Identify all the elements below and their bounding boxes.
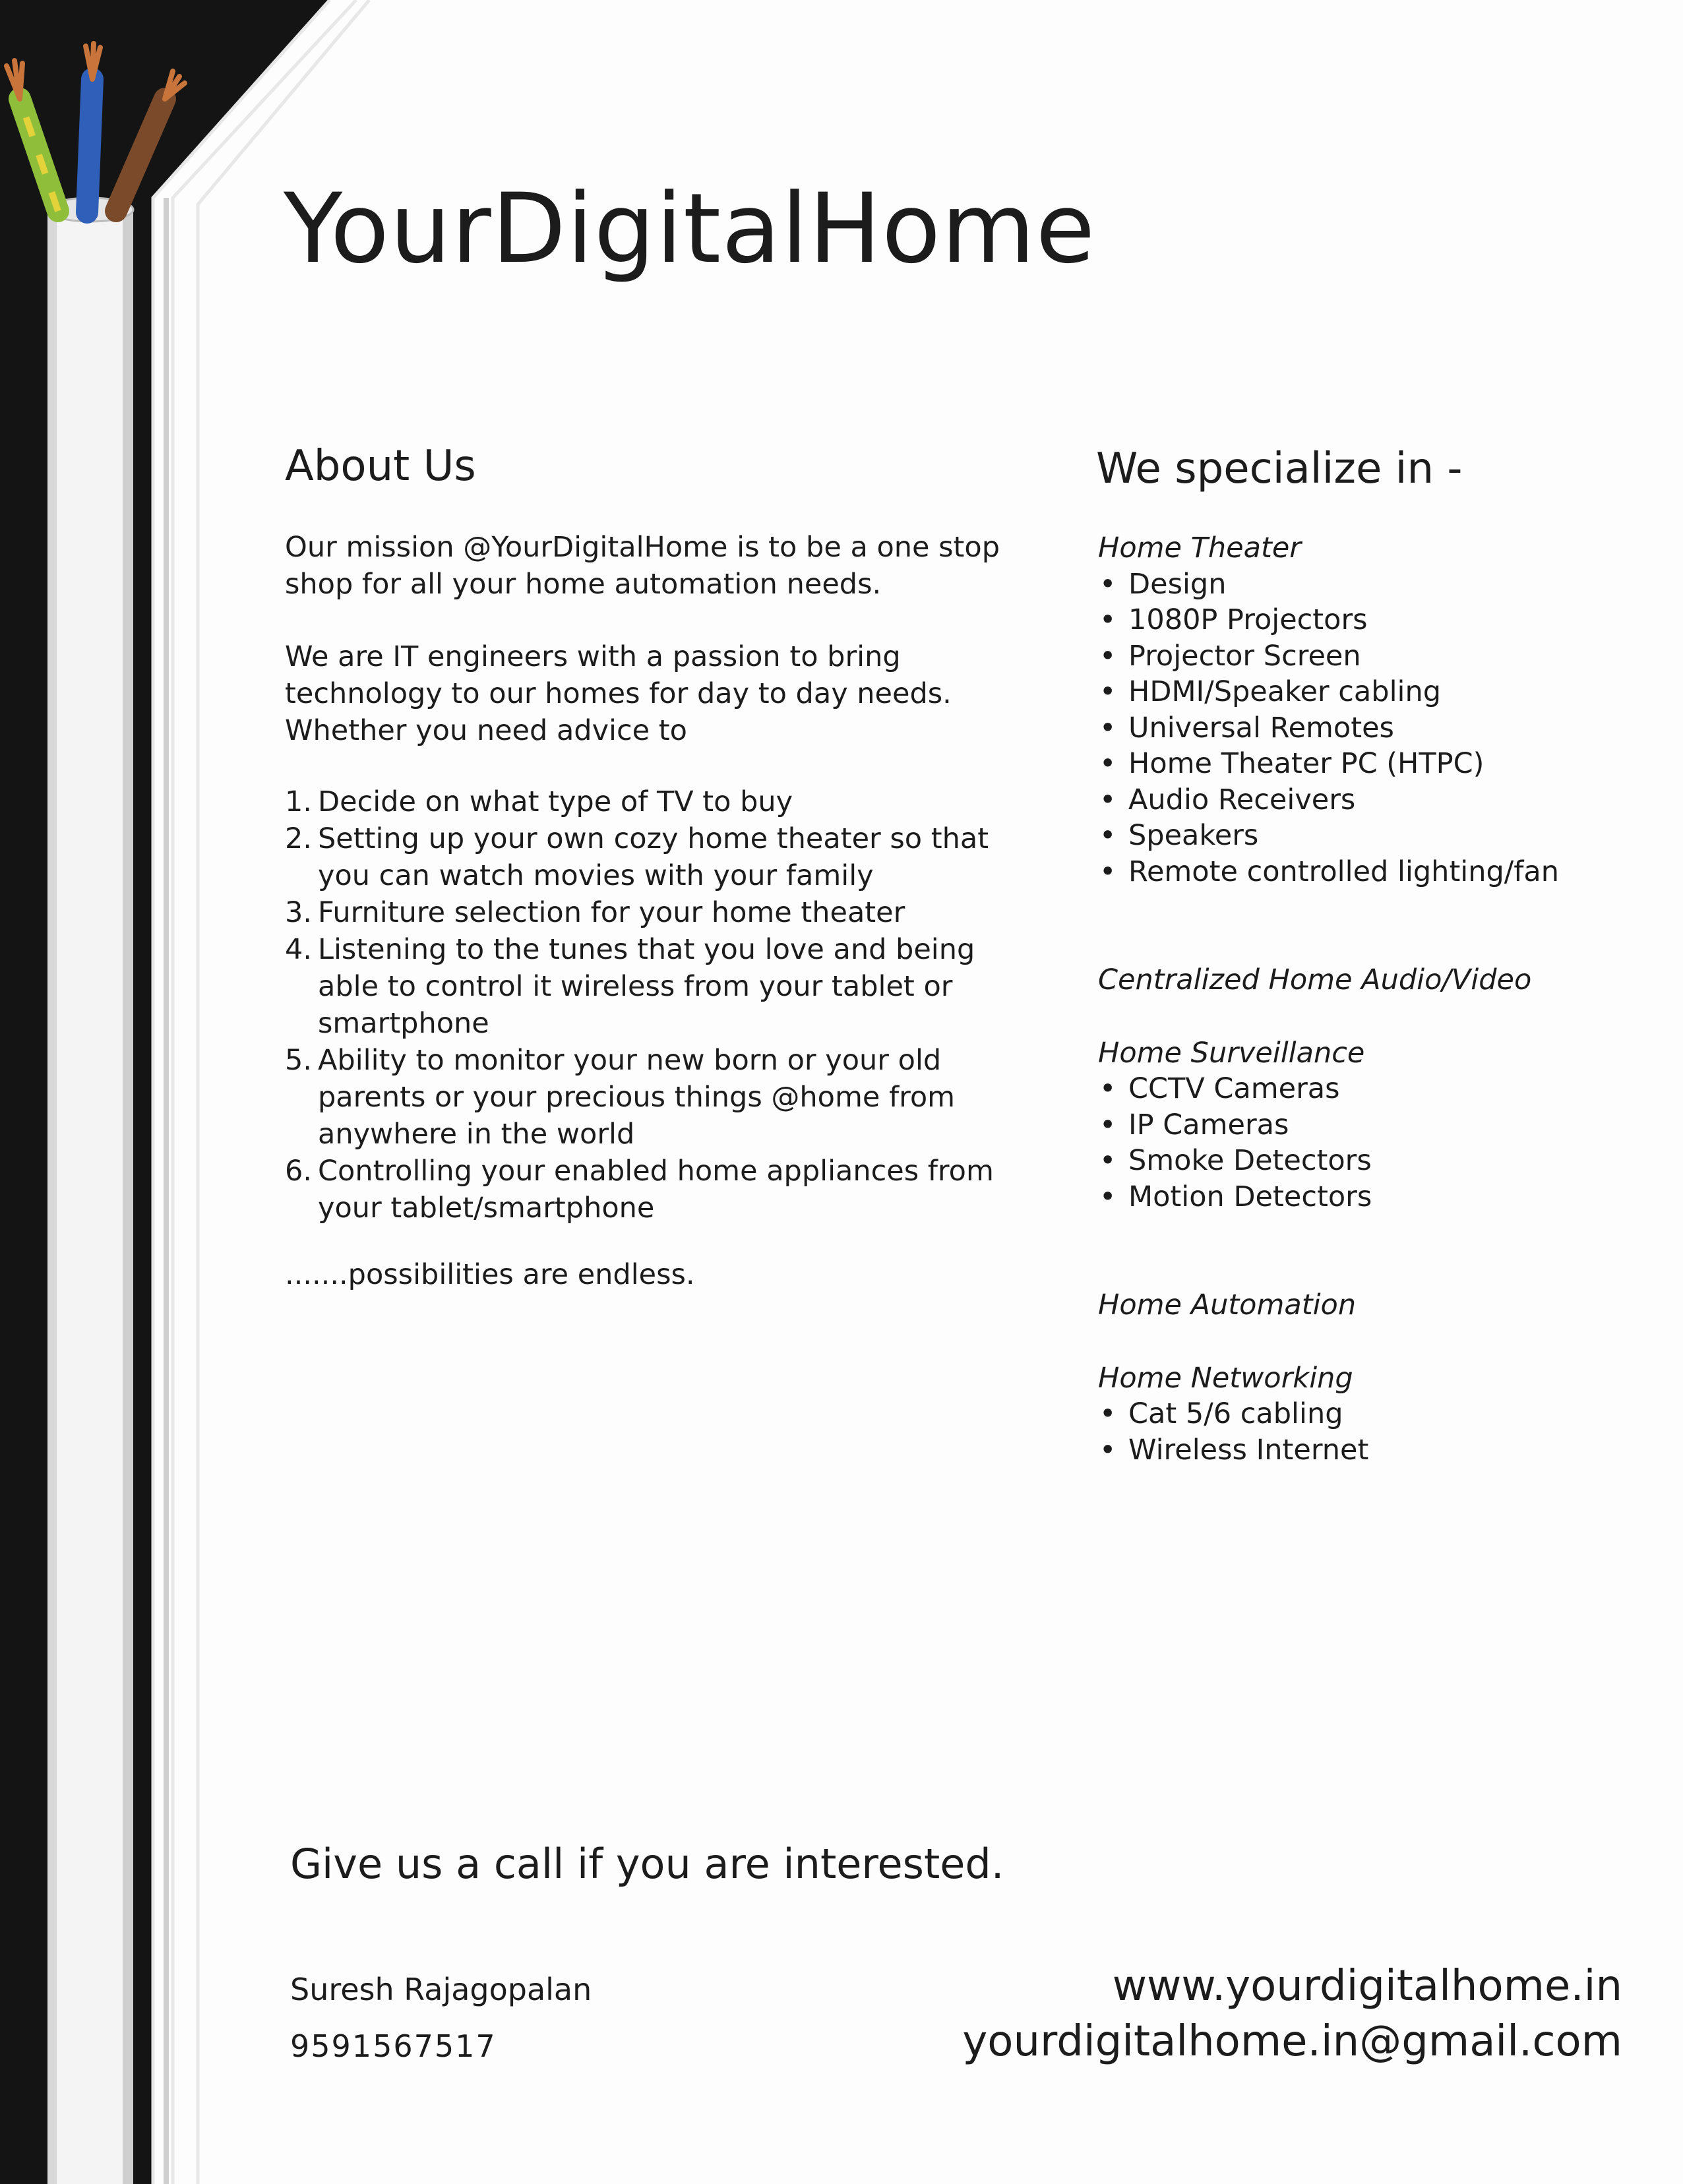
list-text: Furniture selection for your home theater [318, 896, 905, 929]
blue-wire [87, 79, 92, 212]
specialize-title: We specialize in - [1096, 444, 1463, 493]
list-number: 5. [285, 1044, 313, 1077]
surveillance-items [1098, 1071, 1626, 1215]
list-item: • Motion Detectors [1098, 1179, 1626, 1215]
about-title: About Us [285, 442, 476, 491]
list-item: • Wireless Internet [1098, 1432, 1626, 1469]
list-number: 4. [285, 933, 313, 966]
website-link[interactable]: www.yourdigitalhome.in [1112, 1962, 1622, 2011]
list-text: Decide on what type of TV to buy [318, 785, 793, 818]
list-item: • IP Cameras [1098, 1107, 1626, 1143]
networking-items [1098, 1396, 1626, 1468]
mission-paragraph: Our mission @YourDigitalHome is to be a one stop shop for all your home automation needs. [285, 531, 1000, 601]
category-surveillance: Home Surveillance [1098, 1036, 1365, 1070]
list-text: Controlling your enabled home appliances from your tablet/smartphone [318, 1155, 994, 1225]
list-item: • Audio Receivers [1098, 782, 1626, 818]
home-theater-items [1098, 566, 1626, 890]
list-text: Setting up your own cozy home theater so that you can watch movies with your family [318, 822, 989, 892]
list-item [285, 1153, 1043, 1227]
category-home-theater: Home Theater [1098, 531, 1301, 564]
services-list [1098, 530, 1626, 1468]
list-item: • Smoke Detectors [1098, 1143, 1626, 1179]
needs-list [285, 783, 1043, 1227]
list-text: Listening to the tunes that you love and being able to control it wireless from your tablet or smartphone [318, 933, 975, 1040]
list-number: 3. [285, 896, 313, 929]
list-item: • Cat 5/6 cabling [1098, 1396, 1626, 1432]
category-networking: Home Networking [1098, 1361, 1353, 1395]
contact-links [962, 1958, 1622, 2069]
list-item: • Projector Screen [1098, 638, 1626, 675]
closing-line: .......possibilities are endless. [285, 1258, 695, 1291]
list-number: 6. [285, 1155, 313, 1188]
call-to-action: Give us a call if you are interested. [290, 1840, 1004, 1888]
contact-name: Suresh Rajagopalan [290, 1972, 592, 2007]
list-text: Ability to monitor your new born or your old parents or your precious things @home from anywhere in the world [318, 1044, 956, 1151]
list-item: • CCTV Cameras [1098, 1071, 1626, 1107]
list-item [285, 820, 1043, 894]
list-item [285, 1042, 1043, 1153]
list-item: • Home Theater PC (HTPC) [1098, 746, 1626, 782]
category-automation: Home Automation [1098, 1289, 1357, 1321]
email-link[interactable]: yourdigitalhome.in@gmail.com [962, 2017, 1622, 2066]
list-item: • HDMI/Speaker cabling [1098, 674, 1626, 710]
list-item [285, 894, 1043, 931]
contact-phone[interactable]: 9591567517 [290, 2028, 497, 2064]
list-number: 2. [285, 822, 313, 855]
list-item: • 1080P Projectors [1098, 602, 1626, 638]
team-paragraph: We are IT engineers with a passion to bring technology to our homes for day to day needs. Whether you need advice to [285, 640, 952, 747]
white-cable [47, 208, 133, 2184]
list-number: 1. [285, 785, 313, 818]
list-item [285, 783, 1043, 820]
list-item: • Universal Remotes [1098, 710, 1626, 746]
category-centralized-av: Centralized Home Audio/Video [1098, 963, 1532, 996]
list-item: • Design [1098, 566, 1626, 603]
list-item: • Speakers [1098, 818, 1626, 854]
list-item: • Remote controlled lighting/fan [1098, 854, 1626, 890]
list-item [285, 931, 1043, 1042]
brand-title: YourDigitalHome [284, 173, 1096, 285]
